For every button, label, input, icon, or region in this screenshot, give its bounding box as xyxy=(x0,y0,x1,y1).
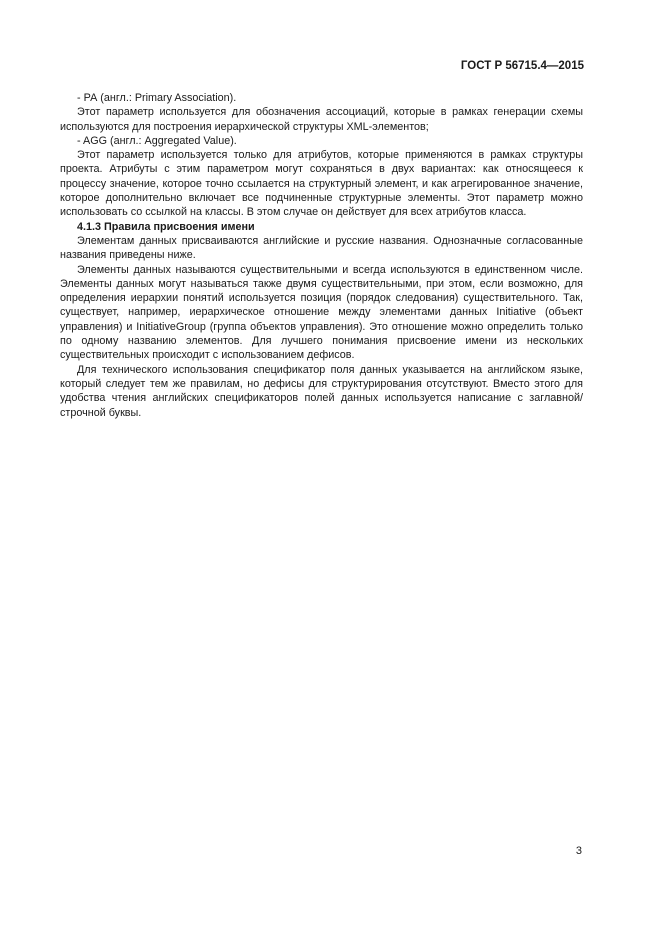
document-id-header: ГОСТ Р 56715.4—2015 xyxy=(460,60,584,72)
paragraph-agg-description: Этот параметр используется только для атрибутов, которые применяются в рамках структуры проекта. Атрибуты с этим параметром могут сохраняться в двух вариантах: как относящееся к процессу значение, которое точно ссылается на структурный элемент, и как агрегированное значение, которое дополнительно включает все подчиненные структурные элементы. Этот параметр можно использовать со ссылкой на классы. В этом случае он действует для всех атрибутов класса. xyxy=(60,149,583,219)
paragraph-naming-technical: Для технического использования спецификатор поля данных указывается на английском языке, который следует тем же правилам, но дефисы для структурирования отсутствуют. Вместо этого для удобства чтения английских спецификаторов полей данных используется написание с заглавной/строчной буквы. xyxy=(60,363,583,419)
page-number: 3 xyxy=(575,845,582,857)
paragraph-naming-intro: Элементам данных присваиваются английские и русские названия. Однозначные согласованные названия приведены ниже. xyxy=(60,234,583,262)
paragraph-naming-nouns: Элементы данных называются существительными и всегда используются в единственном числе. Элементы данных могут называться также двумя существительными, при этом, если возможно, для определения иерархии понятий используется позиция (порядок следования) существительного. Так, существует, например, иерархическое отношение между элементами данных Initiative (объект управления) и InitiativeGroup (группа объектов управления). Это отношение можно определить только по одному названию элементов. Для лучшего понимания присвоение имени из нескольких существительных происходит с использованием дефисов. xyxy=(60,263,583,362)
section-heading: 4.1.3 Правила присвоения имени xyxy=(77,220,255,233)
list-item-agg: - AGG (англ.: Aggregated Value). xyxy=(77,134,237,147)
list-item-pa: - РА (англ.: Primary Association). xyxy=(77,92,237,104)
document-body xyxy=(60,91,583,420)
paragraph-pa-description: Этот параметр используется для обозначения ассоциаций, которые в рамках генерации схемы используются для построения иерархической структуры XML-элементов; xyxy=(60,106,583,133)
